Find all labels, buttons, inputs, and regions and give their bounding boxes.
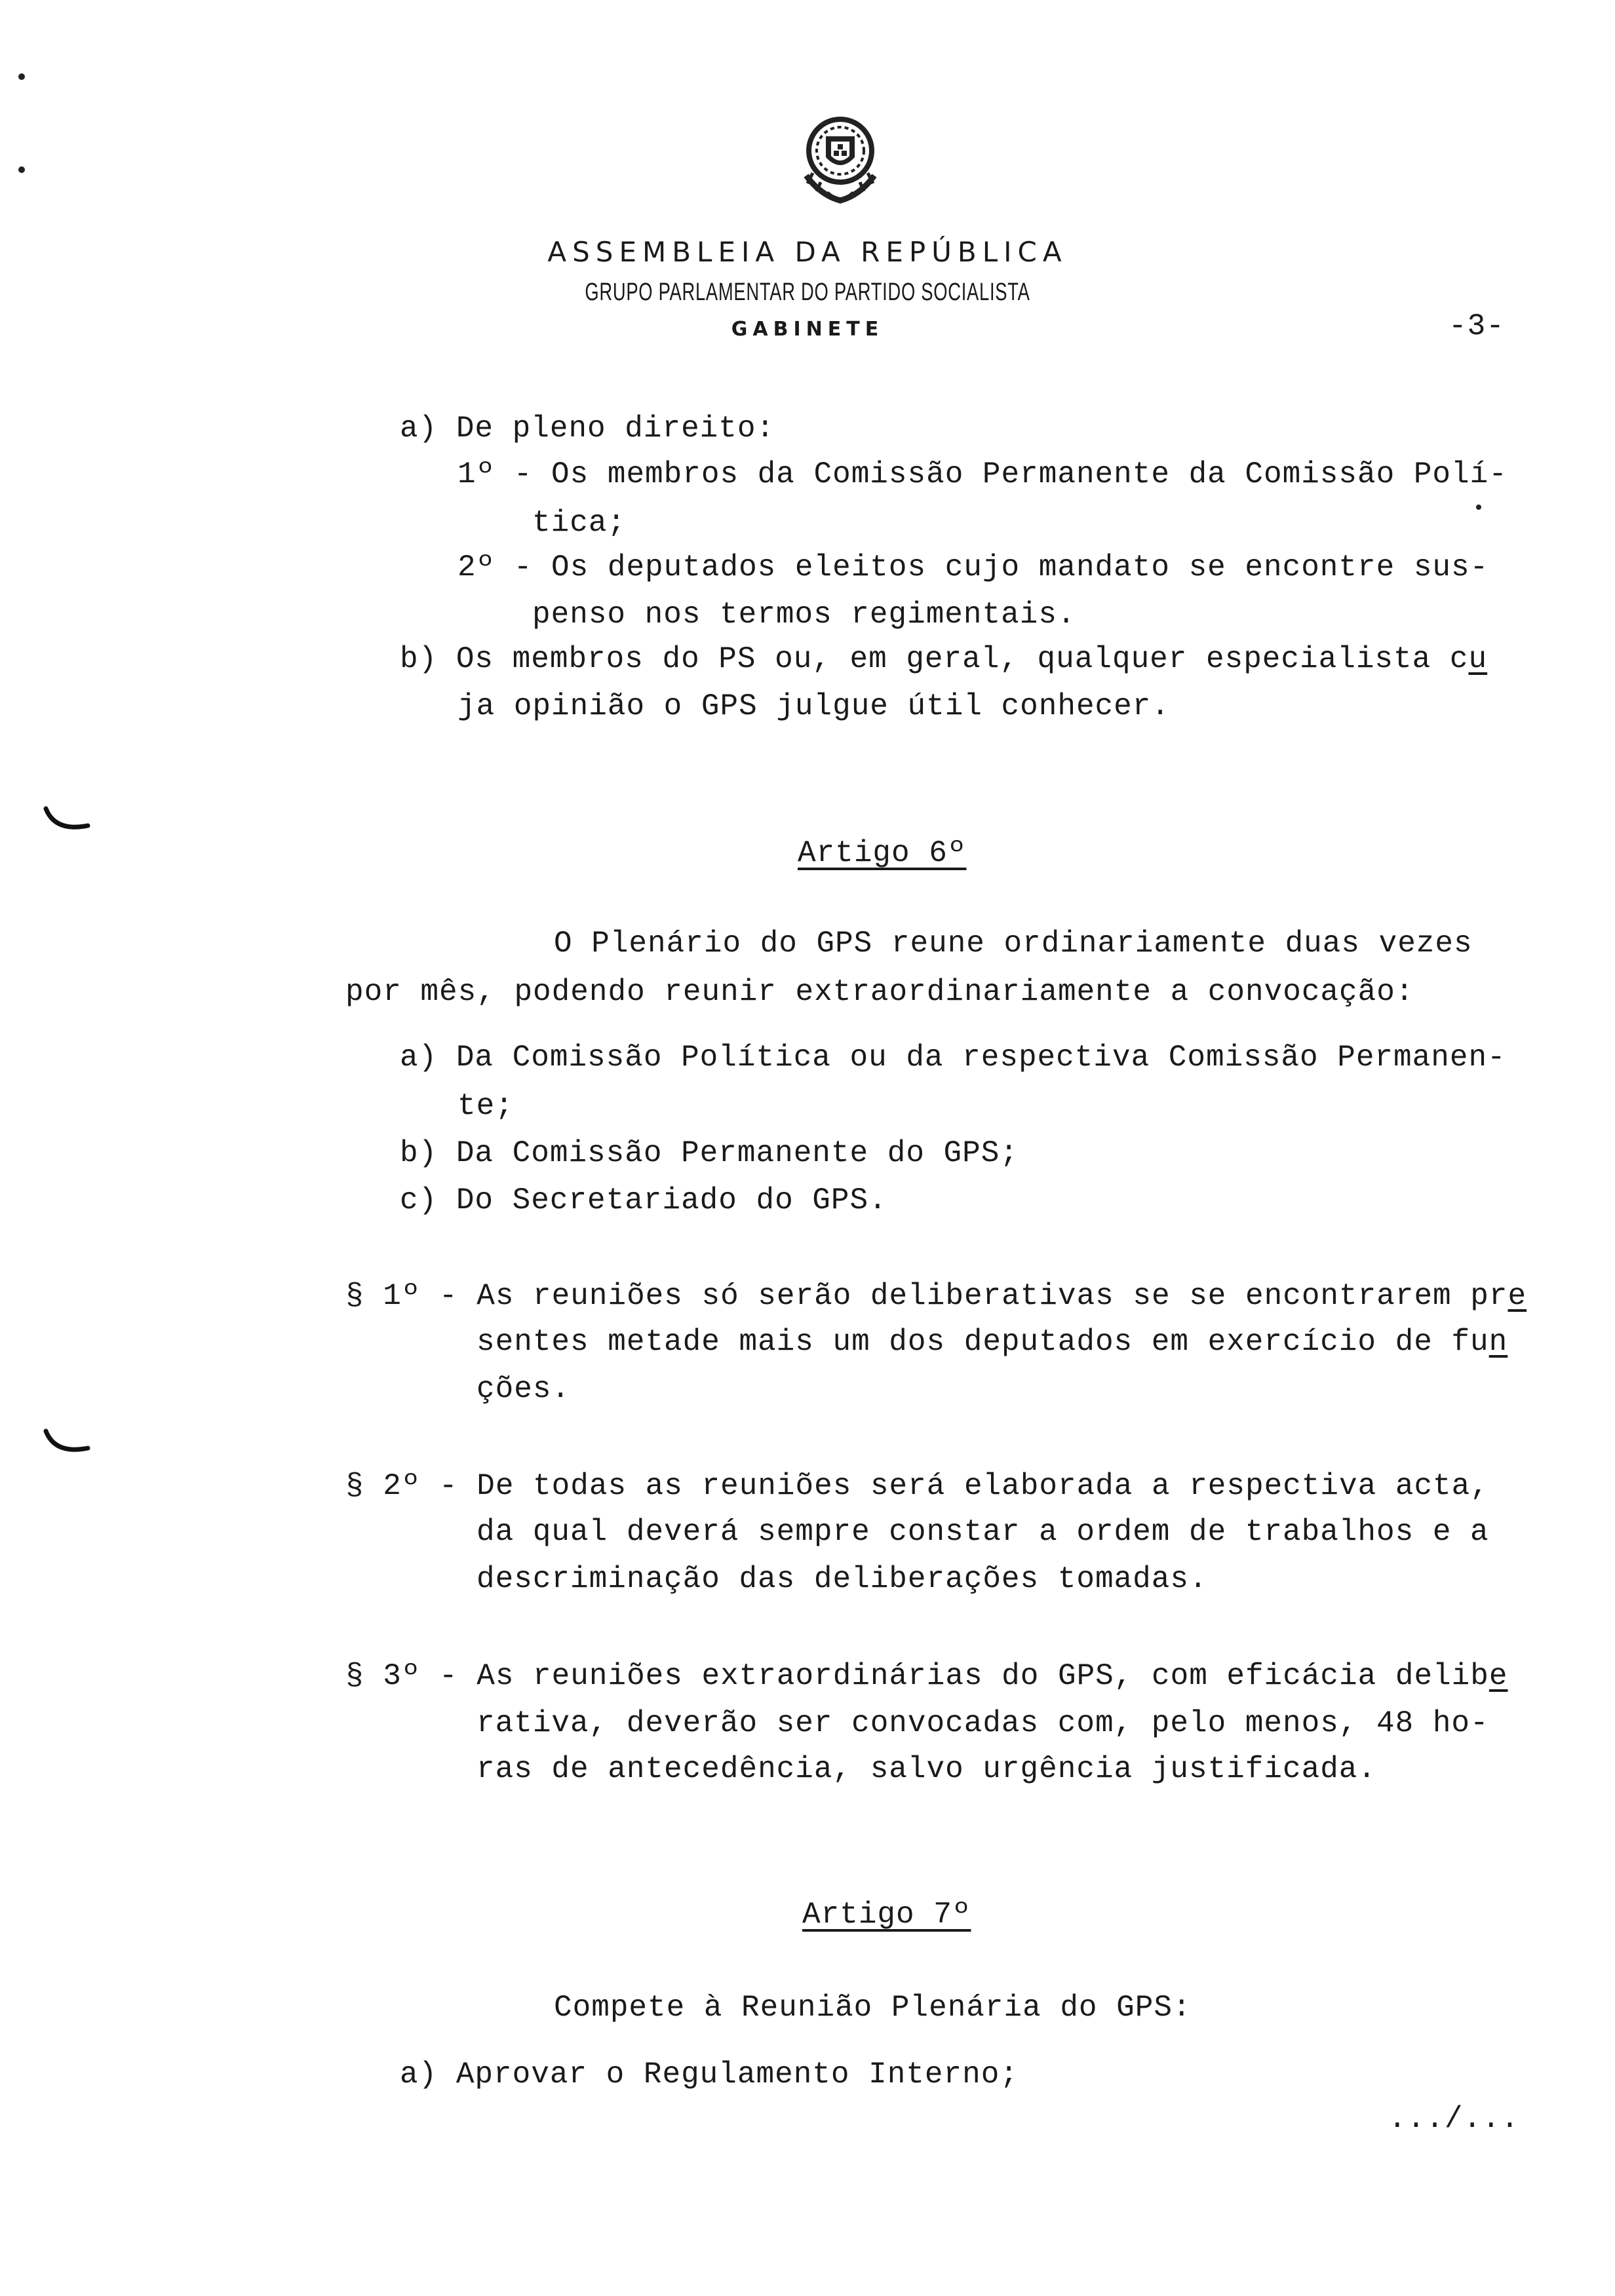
article-6-paragraph3-line2: rativa, deverão ser convocadas com, pelo menos, 48 ho- [477,1706,1489,1740]
article-6-item-c: c) Do Secretariado do GPS. [400,1183,887,1217]
section-a-item2-line1: 2º - Os deputados eleitos cujo mandato se encontre sus- [457,550,1489,584]
article-6-item-a-line2: te; [457,1089,514,1123]
scan-dot-mark [18,73,25,80]
article-6-paragraph2-line2: da qual deverá sempre constar a ordem de trabalhos e a [477,1515,1489,1549]
article-6-item-b: b) Da Comissão Permanente do GPS; [400,1136,1019,1170]
article-7-heading: Artigo 7º [802,1898,971,1932]
punch-hole-arc-mark [42,806,94,839]
scan-dot-mark [1476,505,1481,510]
article-6-paragraph1-line1-main: § 1º - As reuniões só serão deliberativas se se encontrarem pr [345,1279,1508,1313]
section-a-item1-line1: 1º - Os membros da Comissão Permanente da Comissão Polí- [457,457,1508,491]
article-6-intro-line2: por mês, podendo reunir extraordinariamente a convocação: [345,975,1414,1009]
article-6-paragraph1-line2-main: sentes metade mais um dos deputados em exercício de fu [477,1325,1489,1359]
scan-dot-mark [18,166,25,173]
coat-of-arms-emblem [794,110,886,208]
article-6-paragraph3-line3: ras de antecedência, salvo urgência justificada. [477,1752,1377,1786]
article-6-paragraph1-line2 [477,1325,1508,1359]
article-6-paragraph3-line1-underlined: e [1489,1659,1508,1693]
article-6-paragraph1-line1 [345,1279,1527,1313]
article-7-intro: Compete à Reunião Plenária do GPS: [554,1991,1192,2025]
article-6-paragraph1-line3: ções. [477,1372,571,1406]
article-6-heading: Artigo 6º [798,836,967,870]
article-6-paragraph1-line1-underlined: e [1508,1279,1527,1313]
assembly-title: ASSEMBLEIA DA REPÚBLICA [547,236,1068,268]
office-label: GABINETE [731,318,884,341]
article-6-paragraph2-line1: § 2º - De todas as reuniões será elaborada a respectiva acta, [345,1469,1489,1503]
punch-hole-arc-mark [42,1428,94,1461]
section-b-line2: ja opinião o GPS julgue útil conhecer. [457,689,1170,723]
article-6-item-a-line1: a) Da Comissão Política ou da respectiva Comissão Permanen- [400,1041,1506,1075]
page-number: -3- [1449,309,1505,343]
article-6-paragraph3-line1-main: § 3º - As reuniões extraordinárias do GPS, com eficácia delib [345,1659,1489,1693]
article-6-intro-line1: O Plenário do GPS reune ordinariamente duas vezes [554,927,1473,961]
section-b-line1-main: b) Os membros do PS ou, em geral, qualquer especialista c [400,642,1469,676]
party-group-title: GRUPO PARLAMENTAR DO PARTIDO SOCIALISTA [585,278,1030,306]
section-a-item2-line2: penso nos termos regimentais. [532,598,1076,632]
article-6-paragraph3-line1 [345,1659,1508,1693]
article-6-paragraph1-line2-underlined: n [1489,1325,1508,1359]
section-b-line1-underlined: u [1468,642,1488,676]
section-a-label: a) De pleno direito: [400,411,775,446]
continuation-mark: .../... [1388,2102,1520,2136]
section-a-item1-line2: tica; [532,506,627,540]
section-b-line1 [400,642,1487,676]
article-6-paragraph2-line3: descriminação das deliberações tomadas. [477,1562,1208,1596]
article-7-item-a: a) Aprovar o Regulamento Interno; [400,2057,1019,2092]
